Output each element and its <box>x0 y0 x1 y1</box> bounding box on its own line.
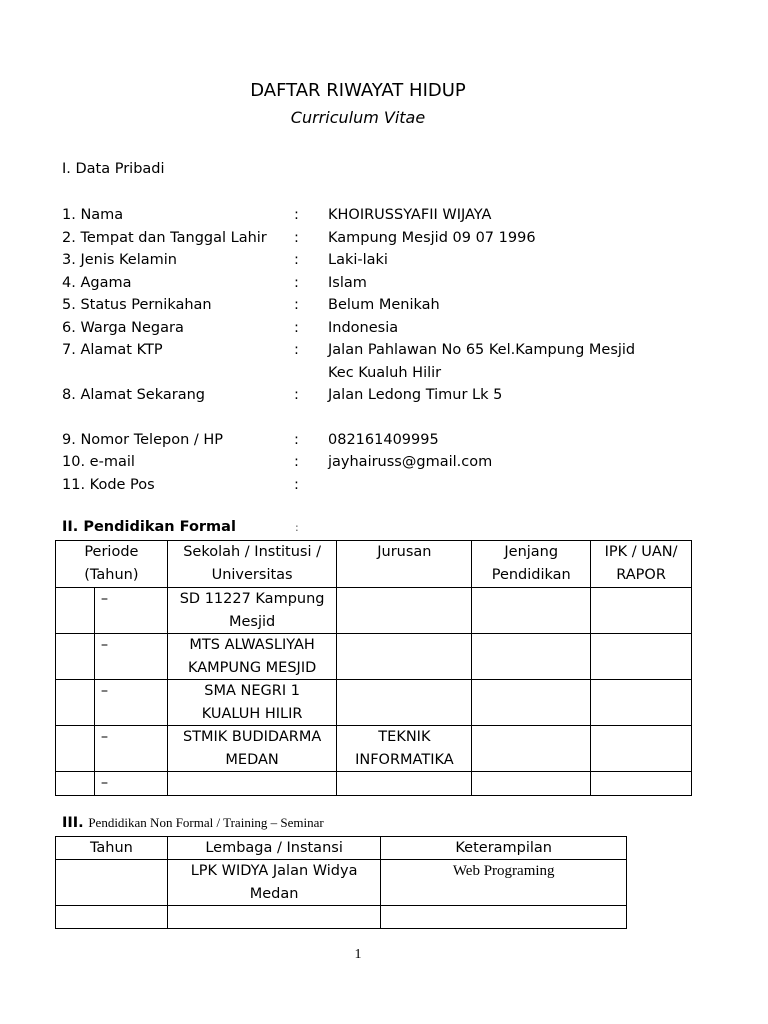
education-table-header <box>56 541 692 588</box>
cell-level <box>472 588 591 634</box>
col-header-jenjang <box>472 541 591 588</box>
info-value: KHOIRUSSYAFII WIJAYA <box>328 207 492 223</box>
cell-school <box>167 680 337 726</box>
col-header-tahun: Tahun <box>56 837 168 860</box>
section-number: III. <box>62 815 84 831</box>
info-row-tempat-tanggal-lahir <box>62 227 702 250</box>
table-row <box>56 726 692 772</box>
info-colon: : <box>294 319 299 336</box>
info-colon: : <box>294 274 299 291</box>
info-row-nama <box>62 204 702 227</box>
info-value <box>328 339 702 384</box>
table-row <box>56 906 627 929</box>
col-header-lembaga: Lembaga / Instansi <box>167 837 381 860</box>
cell-lembaga <box>167 860 381 906</box>
col-header-jurusan <box>337 541 472 588</box>
cell-tahun <box>56 906 168 929</box>
info-label: 9. Nomor Telepon / HP <box>62 431 224 448</box>
info-value-line-2: Kec Kualuh Hilir <box>328 364 442 381</box>
education-table <box>55 540 692 796</box>
major-line: INFORMATIKA <box>355 751 454 768</box>
cell-school <box>167 634 337 680</box>
info-label: 2. Tempat dan Tanggal Lahir <box>62 229 267 246</box>
school-line: Mesjid <box>228 613 276 630</box>
cell-major <box>337 634 472 680</box>
cell-tahun <box>56 860 168 906</box>
info-colon: : <box>294 454 299 470</box>
info-row-status-pernikahan <box>62 294 702 317</box>
section-title: Pendidikan Non Formal / Training – Seminar <box>88 815 324 830</box>
school-line: MEDAN <box>225 751 279 768</box>
table-row <box>56 634 692 680</box>
section-pendidikan-formal-heading: II. Pendidikan Formal <box>62 519 236 535</box>
header-line: (Tahun) <box>84 566 139 583</box>
cell-major <box>337 726 472 772</box>
col-header-sekolah <box>167 541 337 588</box>
cell-year-end: – <box>94 588 167 634</box>
cell-level <box>472 680 591 726</box>
cell-school <box>167 772 337 796</box>
cell-year-start <box>56 680 95 726</box>
info-colon: : <box>294 207 299 223</box>
table-row <box>56 772 692 796</box>
section-pendidikan-non-formal-heading <box>62 815 324 831</box>
header-line: Universitas <box>211 566 293 583</box>
cell-score <box>591 680 692 726</box>
cell-year-start <box>56 772 95 796</box>
cell-major <box>337 772 472 796</box>
info-row-jenis-kelamin <box>62 249 702 272</box>
section-pendidikan-formal-colon: : <box>295 521 299 534</box>
cell-level <box>472 772 591 796</box>
info-row-telepon <box>62 429 702 452</box>
info-colon: : <box>294 476 299 493</box>
section-data-pribadi-heading: I. Data Pribadi <box>62 161 165 177</box>
cell-score <box>591 772 692 796</box>
info-row-email <box>62 451 702 474</box>
table-row <box>56 588 692 634</box>
info-colon: : <box>294 431 299 448</box>
info-value: jayhairuss@gmail.com <box>328 454 493 470</box>
info-label: 4. Agama <box>62 274 132 291</box>
info-label: 11. Kode Pos <box>62 476 155 493</box>
info-row-alamat-sekarang <box>62 384 702 407</box>
header-line: RAPOR <box>616 566 666 583</box>
cell-score <box>591 588 692 634</box>
col-header-keterampilan: Keterampilan <box>381 837 627 860</box>
cell-major <box>337 588 472 634</box>
info-value: Islam <box>328 274 367 291</box>
header-line: Jenjang <box>504 544 559 560</box>
cell-score <box>591 726 692 772</box>
info-label: 6. Warga Negara <box>62 319 184 336</box>
info-value <box>328 474 702 497</box>
cell-year-start <box>56 726 95 772</box>
school-line: STMIK BUDIDARMA <box>182 729 322 745</box>
cell-school <box>167 726 337 772</box>
cell-year-start <box>56 588 95 634</box>
cell-lembaga <box>167 906 381 929</box>
cell-score <box>591 634 692 680</box>
info-colon: : <box>294 387 299 403</box>
cell-keterampilan: Web Programing <box>381 860 627 906</box>
info-value: Jalan Ledong Timur Lk 5 <box>328 387 503 403</box>
header-line: Periode <box>84 544 139 560</box>
page-number: 1 <box>354 947 362 962</box>
lembaga-line: LPK WIDYA Jalan Widya <box>190 863 358 879</box>
header-line: Pendidikan <box>491 566 571 583</box>
header-line: IPK / UAN/ <box>604 544 678 560</box>
school-line: SMA NEGRI 1 <box>204 683 300 699</box>
info-value: 082161409995 <box>328 431 439 448</box>
cell-school <box>167 588 337 634</box>
cell-year-end: – <box>94 772 167 796</box>
info-label: 8. Alamat Sekarang <box>62 387 205 403</box>
info-colon: : <box>294 297 299 313</box>
school-line: KUALUH HILIR <box>201 705 303 722</box>
cell-year-end: – <box>94 634 167 680</box>
table-row <box>56 860 627 906</box>
info-colon: : <box>294 252 299 268</box>
info-value: Indonesia <box>328 319 399 336</box>
info-colon: : <box>294 342 299 358</box>
cell-year-end: – <box>94 726 167 772</box>
info-label: 10. e-mail <box>62 454 135 470</box>
col-header-periode <box>56 541 168 588</box>
info-colon: : <box>294 229 299 246</box>
school-line: KAMPUNG MESJID <box>187 659 317 676</box>
training-table <box>55 836 627 929</box>
info-row-alamat-ktp <box>62 339 702 384</box>
info-value: Belum Menikah <box>328 297 440 313</box>
cell-level <box>472 726 591 772</box>
info-value-line-1: Jalan Pahlawan No 65 Kel.Kampung Mesjid <box>328 342 636 358</box>
info-row-warga-negara <box>62 317 702 340</box>
document-subtitle: Curriculum Vitae <box>290 108 426 127</box>
info-label: 7. Alamat KTP <box>62 342 163 358</box>
cell-year-end: – <box>94 680 167 726</box>
table-row <box>56 680 692 726</box>
personal-data-list <box>62 204 702 496</box>
document-title: DAFTAR RIWAYAT HIDUP <box>250 80 466 101</box>
info-label: 3. Jenis Kelamin <box>62 252 177 268</box>
cell-major <box>337 680 472 726</box>
info-row-agama <box>62 272 702 295</box>
col-header-ipk <box>591 541 692 588</box>
header-line: Sekolah / Institusi / <box>183 544 321 560</box>
info-label: 1. Nama <box>62 207 124 223</box>
training-table-header <box>56 837 627 860</box>
school-line: MTS ALWASLIYAH <box>189 637 315 653</box>
info-label: 5. Status Pernikahan <box>62 297 212 313</box>
info-value: Laki-laki <box>328 252 388 268</box>
cell-level <box>472 634 591 680</box>
cell-keterampilan <box>381 906 627 929</box>
school-line: SD 11227 Kampung <box>179 591 325 607</box>
lembaga-line: Medan <box>249 885 299 902</box>
header-line: Jurusan <box>377 544 432 560</box>
info-value: Kampung Mesjid 09 07 1996 <box>328 229 536 246</box>
major-line: TEKNIK <box>378 729 431 745</box>
info-row-kode-pos <box>62 474 702 497</box>
cell-year-start <box>56 634 95 680</box>
